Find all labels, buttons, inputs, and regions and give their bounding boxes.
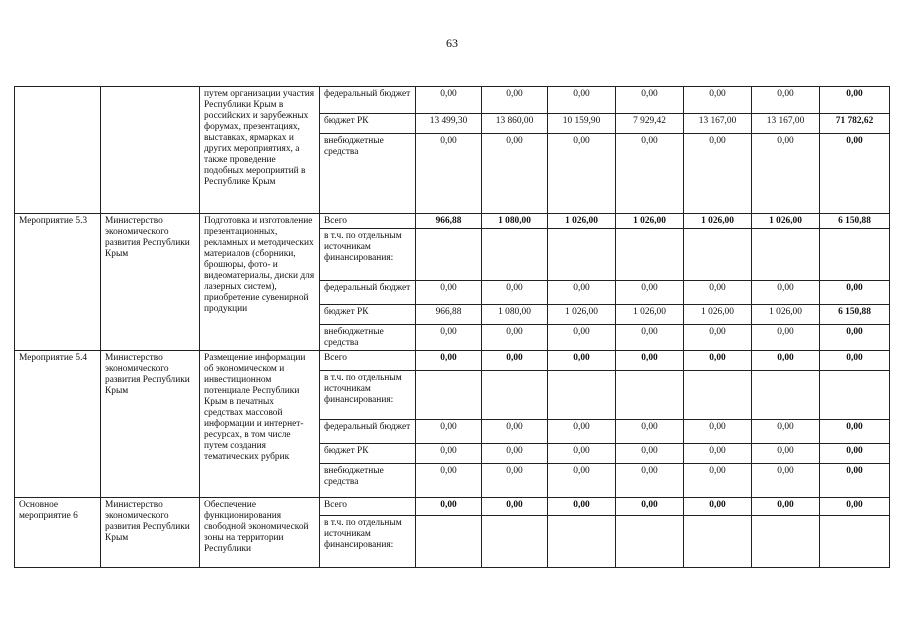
funding-source-cell: внебюджетные средства [320, 325, 416, 351]
year-value-cell: 0,00 [684, 87, 752, 114]
year-value-cell: 0,00 [684, 498, 752, 516]
year-value-cell: 0,00 [752, 444, 820, 464]
funding-source-cell: Всего [320, 214, 416, 229]
year-value-cell: 0,00 [684, 464, 752, 498]
page-number: 63 [446, 36, 458, 50]
total-value-cell: 0,00 [820, 351, 890, 371]
executor-cell: Министерство экономического развития Республики Крым [101, 351, 200, 498]
funding-source-cell: в т.ч. по отдельным источникам финансирования: [320, 371, 416, 420]
year-value-cell: 1 026,00 [548, 214, 616, 229]
year-value-cell: 0,00 [416, 464, 482, 498]
year-value-cell: 1 080,00 [482, 214, 548, 229]
year-value-cell: 0,00 [548, 464, 616, 498]
year-value-cell: 0,00 [482, 444, 548, 464]
total-value-cell [820, 229, 890, 281]
year-value-cell [548, 229, 616, 281]
total-value-cell: 6 150,88 [820, 305, 890, 325]
year-value-cell: 0,00 [482, 498, 548, 516]
total-value-cell: 0,00 [820, 281, 890, 305]
year-value-cell: 0,00 [752, 351, 820, 371]
year-value-cell: 0,00 [616, 351, 684, 371]
year-value-cell: 0,00 [616, 420, 684, 444]
total-value-cell: 0,00 [820, 444, 890, 464]
year-value-cell [616, 371, 684, 420]
total-value-cell: 0,00 [820, 134, 890, 214]
year-value-cell [616, 229, 684, 281]
year-value-cell: 0,00 [548, 87, 616, 114]
year-value-cell: 0,00 [416, 351, 482, 371]
year-value-cell: 1 026,00 [548, 305, 616, 325]
year-value-cell [416, 516, 482, 568]
funding-source-cell: Всего [320, 498, 416, 516]
year-value-cell: 1 026,00 [684, 305, 752, 325]
year-value-cell: 13 167,00 [684, 114, 752, 134]
year-value-cell [684, 229, 752, 281]
funding-source-cell: федеральный бюджет [320, 87, 416, 114]
year-value-cell [416, 371, 482, 420]
description-cell: Размещение информации об экономическом и инвестиционном потенциале Республики Крым в печатных средствах массовой информации и интернет-ресурсах, в том числе путем создания тематических рубрик [200, 351, 320, 498]
year-value-cell [752, 371, 820, 420]
description-cell: Подготовка и изготовление презентационных, рекламных и методических материалов (сборники, брошюры, фото- и видеоматериалы, диски для лазерных систем), приобретение сувенирной продукции [200, 214, 320, 351]
year-value-cell: 7 929,42 [616, 114, 684, 134]
event-cell [15, 87, 101, 214]
year-value-cell: 0,00 [684, 281, 752, 305]
year-value-cell: 0,00 [752, 87, 820, 114]
funding-source-cell: федеральный бюджет [320, 420, 416, 444]
year-value-cell: 0,00 [752, 134, 820, 214]
funding-source-cell: в т.ч. по отдельным источникам финансирования: [320, 229, 416, 281]
year-value-cell: 0,00 [616, 281, 684, 305]
year-value-cell [548, 516, 616, 568]
year-value-cell [684, 371, 752, 420]
year-value-cell: 0,00 [416, 87, 482, 114]
funding-source-cell: федеральный бюджет [320, 281, 416, 305]
year-value-cell: 0,00 [416, 498, 482, 516]
year-value-cell: 1 026,00 [752, 214, 820, 229]
year-value-cell: 0,00 [482, 420, 548, 444]
funding-source-cell: внебюджетные средства [320, 134, 416, 214]
year-value-cell: 0,00 [416, 134, 482, 214]
year-value-cell [684, 516, 752, 568]
funding-source-cell: бюджет РК [320, 444, 416, 464]
year-value-cell: 0,00 [548, 325, 616, 351]
year-value-cell: 0,00 [416, 444, 482, 464]
year-value-cell: 13 499,30 [416, 114, 482, 134]
year-value-cell: 1 026,00 [616, 214, 684, 229]
table-row [15, 214, 890, 229]
year-value-cell: 0,00 [416, 325, 482, 351]
year-value-cell: 0,00 [548, 444, 616, 464]
year-value-cell: 10 159,90 [548, 114, 616, 134]
year-value-cell: 0,00 [548, 498, 616, 516]
year-value-cell: 0,00 [548, 351, 616, 371]
year-value-cell [548, 371, 616, 420]
year-value-cell: 1 080,00 [482, 305, 548, 325]
event-cell: Мероприятие 5.3 [15, 214, 101, 351]
year-value-cell: 0,00 [752, 325, 820, 351]
year-value-cell [752, 516, 820, 568]
year-value-cell: 0,00 [684, 134, 752, 214]
total-value-cell: 71 782,62 [820, 114, 890, 134]
year-value-cell [416, 229, 482, 281]
year-value-cell: 0,00 [482, 351, 548, 371]
year-value-cell: 0,00 [752, 281, 820, 305]
funding-source-cell: Всего [320, 351, 416, 371]
year-value-cell: 0,00 [616, 134, 684, 214]
year-value-cell: 0,00 [684, 325, 752, 351]
table-row [15, 351, 890, 371]
year-value-cell: 0,00 [482, 87, 548, 114]
year-value-cell: 0,00 [752, 420, 820, 444]
total-value-cell: 0,00 [820, 325, 890, 351]
year-value-cell: 0,00 [616, 325, 684, 351]
total-value-cell: 6 150,88 [820, 214, 890, 229]
table-row [15, 87, 890, 114]
funding-source-cell: в т.ч. по отдельным источникам финансирования: [320, 516, 416, 568]
year-value-cell [482, 229, 548, 281]
total-value-cell: 0,00 [820, 87, 890, 114]
year-value-cell: 0,00 [752, 464, 820, 498]
year-value-cell: 966,88 [416, 305, 482, 325]
year-value-cell [616, 516, 684, 568]
total-value-cell [820, 516, 890, 568]
year-value-cell: 1 026,00 [616, 305, 684, 325]
year-value-cell: 0,00 [616, 444, 684, 464]
year-value-cell [482, 516, 548, 568]
year-value-cell: 0,00 [416, 281, 482, 305]
year-value-cell: 13 167,00 [752, 114, 820, 134]
executor-cell [101, 87, 200, 214]
table-body [15, 87, 890, 568]
year-value-cell: 0,00 [616, 498, 684, 516]
year-value-cell: 0,00 [548, 420, 616, 444]
executor-cell: Министерство экономического развития Республики Крым [101, 214, 200, 351]
year-value-cell: 0,00 [684, 351, 752, 371]
funding-source-cell: бюджет РК [320, 305, 416, 325]
funding-source-cell: бюджет РК [320, 114, 416, 134]
year-value-cell: 0,00 [416, 420, 482, 444]
description-cell: путем организации участия Республики Крым в российских и зарубежных форумах, презентациях, выставках, ярмарках и других мероприятиях, а также проведение подобных мероприятий в Республике Крым [200, 87, 320, 214]
year-value-cell: 0,00 [616, 87, 684, 114]
total-value-cell: 0,00 [820, 420, 890, 444]
year-value-cell: 1 026,00 [684, 214, 752, 229]
year-value-cell: 0,00 [482, 281, 548, 305]
year-value-cell: 0,00 [482, 464, 548, 498]
event-cell: Основное мероприятие 6 [15, 498, 101, 568]
year-value-cell: 0,00 [548, 134, 616, 214]
year-value-cell [752, 229, 820, 281]
total-value-cell: 0,00 [820, 464, 890, 498]
year-value-cell: 0,00 [482, 134, 548, 214]
description-cell: Обеспечение функционирования свободной экономической зоны на территории Республики [200, 498, 320, 568]
funding-source-cell: внебюджетные средства [320, 464, 416, 498]
year-value-cell: 0,00 [684, 444, 752, 464]
year-value-cell: 13 860,00 [482, 114, 548, 134]
table-row [15, 498, 890, 516]
executor-cell: Министерство экономического развития Республики Крым [101, 498, 200, 568]
total-value-cell: 0,00 [820, 498, 890, 516]
year-value-cell: 0,00 [482, 325, 548, 351]
year-value-cell: 0,00 [752, 498, 820, 516]
year-value-cell [482, 371, 548, 420]
event-cell: Мероприятие 5.4 [15, 351, 101, 498]
budget-table [14, 86, 890, 568]
year-value-cell: 1 026,00 [752, 305, 820, 325]
year-value-cell: 966,88 [416, 214, 482, 229]
year-value-cell: 0,00 [684, 420, 752, 444]
total-value-cell [820, 371, 890, 420]
year-value-cell: 0,00 [616, 464, 684, 498]
year-value-cell: 0,00 [548, 281, 616, 305]
